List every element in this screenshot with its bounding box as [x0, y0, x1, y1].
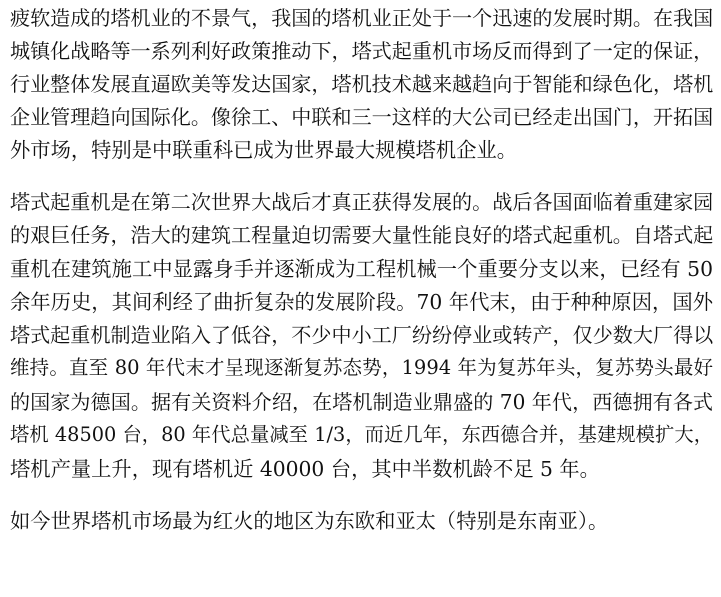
text-line: 塔式起重机是在第二次世界大战后才真正获得发展的。战后各国面临着重建家园 — [10, 190, 714, 214]
text-line: 塔机产量上升，现有塔机近 40000 台，其中半数机龄不足 5 年。 — [10, 457, 600, 481]
text-line: 企业管理趋向国际化。像徐工、中联和三一这样的大公司已经走出国门，开拓国 — [10, 105, 714, 129]
text-line: 塔式起重机制造业陷入了低谷，不少中小工厂纷纷停业或转产，仅少数大厂得以 — [10, 323, 714, 347]
text-line: 的艰巨任务，浩大的建筑工程量迫切需要大量性能良好的塔式起重机。自塔式起 — [10, 223, 714, 247]
text-line: 塔机 48500 台，80 年代总量减至 1/3，而近几年，东西德合并，基建规模扩大， — [10, 423, 713, 446]
text-line: 的国家为德国。据有关资料介绍，在塔机制造业鼎盛的 70 年代，西德拥有各式 — [10, 390, 713, 414]
text-line: 行业整体发展直逼欧美等发达国家，塔机技术越来越趋向于智能和绿色化，塔机 — [10, 72, 714, 96]
text-line: 余年历史，其间利经了曲折复杂的发展阶段。70 年代末，由于种种原因，国外 — [10, 290, 713, 314]
text-line: 城镇化战略等一系列利好政策推动下，塔式起重机市场反而得到了一定的保证， — [10, 39, 714, 63]
text-line: 外市场，特别是中联重科已成为世界最大规模塔机企业。 — [10, 138, 518, 162]
text-line: 重机在建筑施工中显露身手并逐渐成为工程机械一个重要分支以来，已经有 50 — [10, 257, 713, 281]
text-line: 维持。直至 80 年代末才呈现逐渐复苏态势，1994 年为复苏年头，复苏势头最好 — [10, 356, 713, 379]
text-line: 疲软造成的塔机业的不景气，我国的塔机业正处于一个迅速的发展时期。在我国 — [10, 6, 714, 30]
text-line: 如今世界塔机市场最为红火的地区为东欧和亚太（特别是东南亚）。 — [10, 509, 609, 533]
